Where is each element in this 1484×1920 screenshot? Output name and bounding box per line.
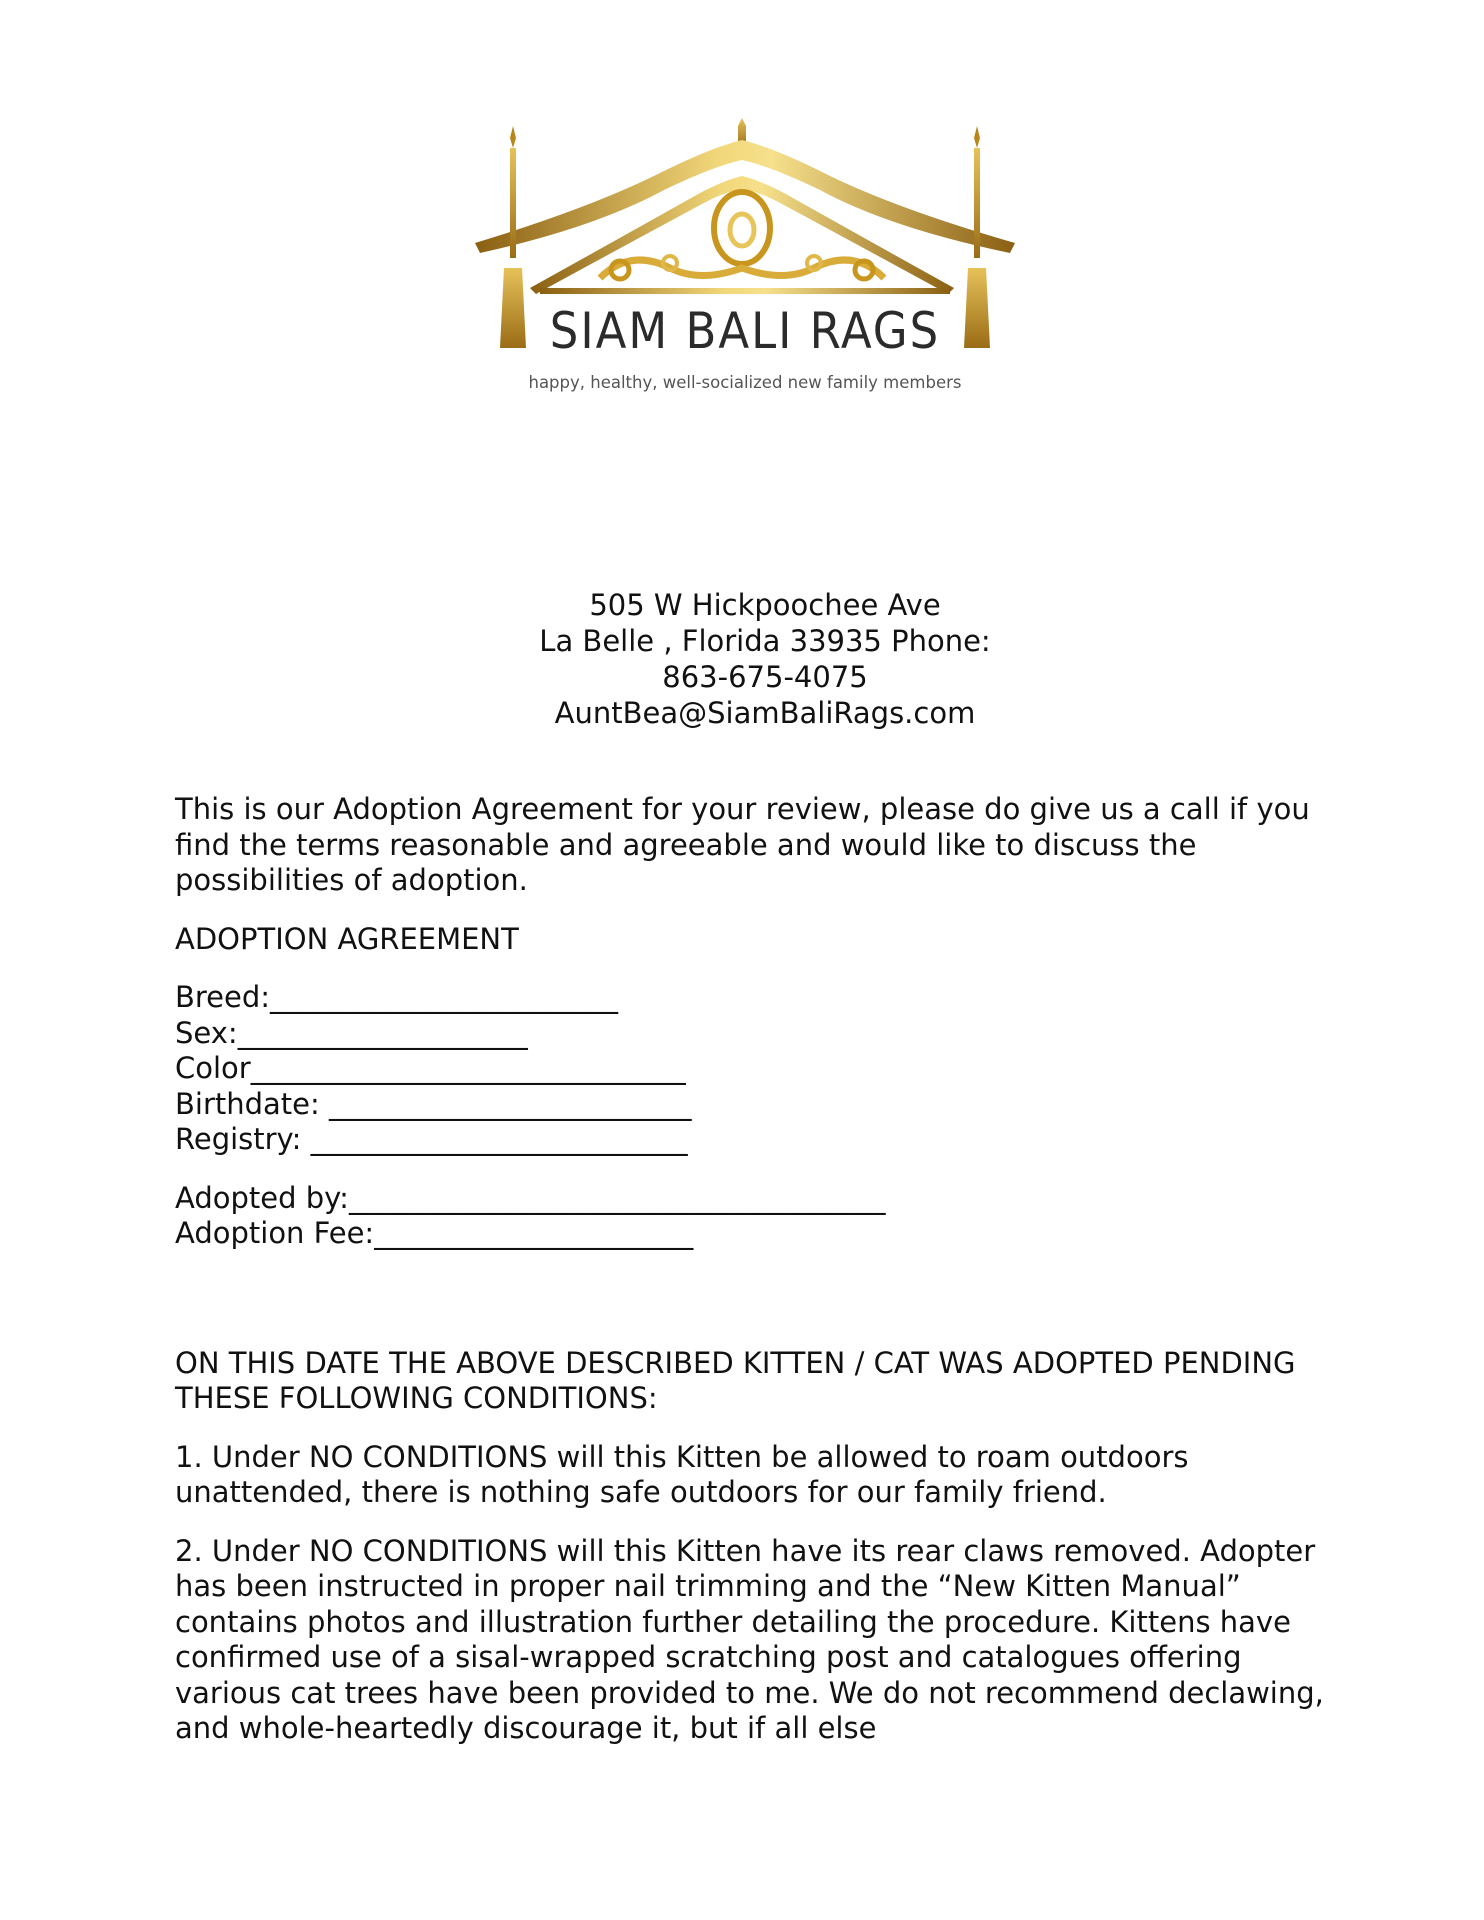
field-blank: ________________________: [270, 980, 619, 1014]
field-label: Breed:: [175, 980, 271, 1014]
field-breed: [175, 980, 1325, 1016]
field-sex: [175, 1016, 1325, 1052]
intro-paragraph: This is our Adoption Agreement for your review, please do give us a call if you find the terms reasonable and agreeable and would like to discuss the possibilities of adoption.: [175, 792, 1310, 897]
brand-name-text: SIAM BALI RAGS: [549, 302, 941, 360]
field-adopted-by: [175, 1181, 1325, 1217]
address-phone: 863-675-4075: [662, 660, 868, 694]
condition-1: 1. Under NO CONDITIONS will this Kitten be allowed to roam outdoors unattended, there is nothing safe outdoors for our family friend.: [175, 1439, 1189, 1509]
agreement-body: [175, 792, 1325, 1747]
kitten-details-fields: [175, 980, 1325, 1158]
field-label: Birthdate:: [175, 1086, 330, 1121]
field-registry: [175, 1122, 1325, 1158]
temple-roof-logo-graphic: [470, 118, 1020, 408]
field-adoption-fee: [175, 1216, 1325, 1252]
field-blank: ____________________: [237, 1015, 528, 1050]
field-birthdate: [175, 1087, 1325, 1123]
conditions-heading: ON THIS DATE THE ABOVE DESCRIBED KITTEN / CAT WAS ADOPTED PENDING THESE FOLLOWING CONDITIONS:: [175, 1345, 1296, 1415]
contact-address-block: [0, 587, 1484, 731]
condition-2: 2. Under NO CONDITIONS will this Kitten have its rear claws removed. Adopter has been instructed in proper nail trimming and the “New Kitten Manual” contains photos and illustration further detailing the procedure. Kittens have confirmed use of a sisal-wrapped scratching post and catalogues offering various cat trees have been provided to me. We do not recommend declawing, and whole-heartedly discourage it, but if all else: [175, 1533, 1324, 1745]
address-city-line: La Belle , Florida 33935 Phone:: [539, 624, 991, 658]
field-blank: _____________________________________: [348, 1180, 886, 1215]
field-label: Adopted by:: [175, 1180, 349, 1215]
agreement-title: ADOPTION AGREEMENT: [175, 921, 519, 956]
siam-bali-rags-logo: [470, 118, 1020, 408]
field-color: [175, 1051, 1325, 1087]
adoption-fields: [175, 1181, 1325, 1252]
field-blank: __________________________: [310, 1122, 688, 1156]
brand-tagline-text: happy, healthy, well-socialized new family members: [528, 373, 962, 392]
field-label: Sex:: [175, 1015, 238, 1050]
address-street: 505 W Hickpoochee Ave: [589, 588, 941, 622]
field-blank: _________________________: [329, 1086, 692, 1121]
field-label: Adoption Fee:: [175, 1216, 375, 1250]
address-email: AuntBea@SiamBaliRags.com: [554, 696, 976, 730]
field-label: Color: [175, 1051, 251, 1085]
field-blank: ______________________________: [250, 1051, 686, 1085]
field-blank: ______________________: [374, 1216, 694, 1250]
field-label: Registry:: [175, 1122, 311, 1156]
